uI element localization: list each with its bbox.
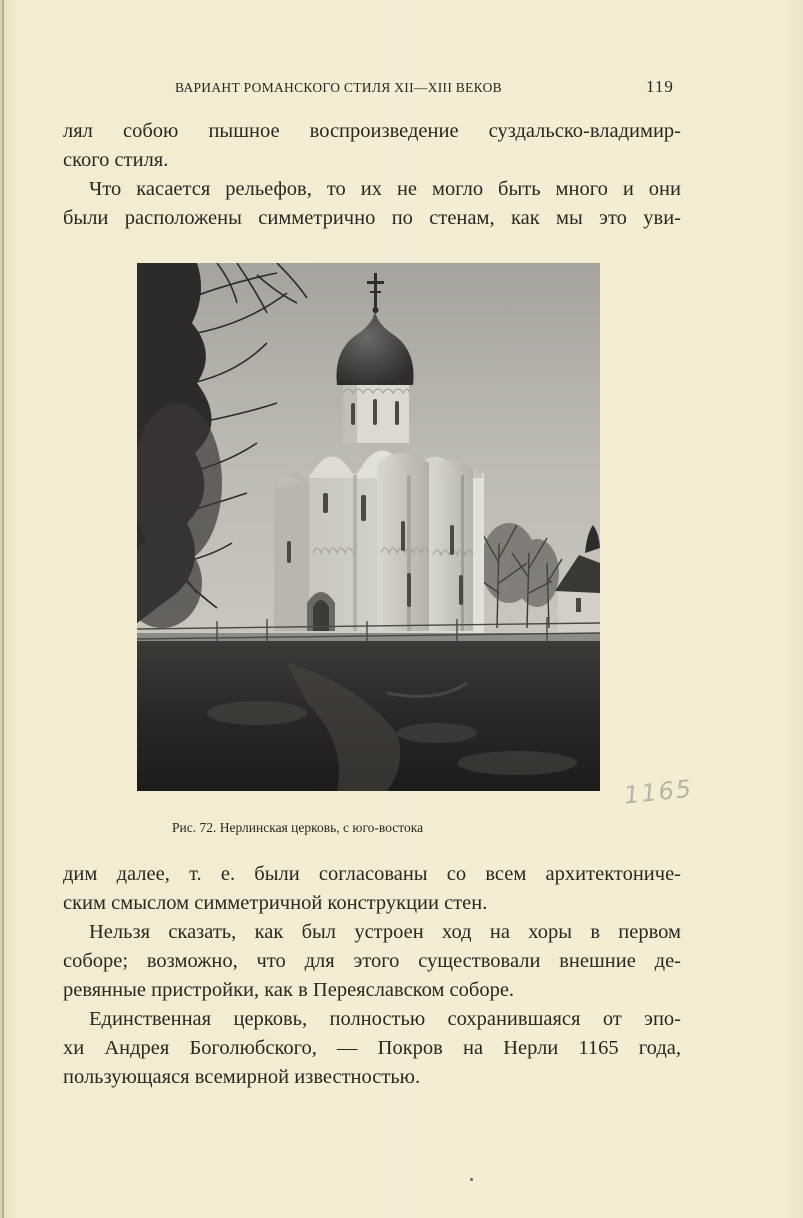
- text-line: Нельзя сказать, как был устроен ход на хоры в первом: [89, 921, 681, 943]
- church-photo-illustration: [137, 263, 600, 791]
- text-line: пользующаяся всемирной известностью.: [63, 1066, 421, 1088]
- text-line: были расположены симметрично по стенам, как мы это уви-: [63, 207, 681, 229]
- text-line: ского стиля.: [63, 149, 169, 171]
- running-head-title: ВАРИАНТ РОМАНСКОГО СТИЛЯ XII—XIII ВЕКОВ: [175, 80, 502, 95]
- text-line: Что касается рельефов, то их не могло быть много и они: [89, 178, 681, 200]
- text-line: ревянные пристройки, как в Переяславском соборе.: [63, 979, 515, 1001]
- paragraph-block-bottom: [63, 860, 681, 1092]
- figure-caption: Рис. 72. Нерлинская церковь, с юго-востока: [172, 820, 424, 835]
- ink-speck: [470, 1178, 473, 1181]
- page-edge: [2, 0, 4, 1218]
- text-line: хи Андрея Боголюбского, — Покров на Нерли 1165 года,: [63, 1037, 681, 1059]
- handwritten-annotation: 1165: [622, 774, 695, 810]
- church-photograph: [137, 263, 600, 791]
- text-line: соборе; возможно, что для этого существовали внешние де-: [63, 950, 681, 972]
- text-line: Единственная церковь, полностью сохранившаяся от эпо-: [89, 1008, 681, 1030]
- paragraph-block-top: [63, 117, 681, 233]
- text-line: ским смыслом симметричной конструкции стен.: [63, 892, 488, 914]
- page-number: 119: [646, 77, 674, 96]
- text-line: лял собою пышное воспроизведение суздальско-владимир-: [63, 120, 681, 142]
- text-line: дим далее, т. е. были согласованы со всем архитектониче-: [63, 863, 681, 885]
